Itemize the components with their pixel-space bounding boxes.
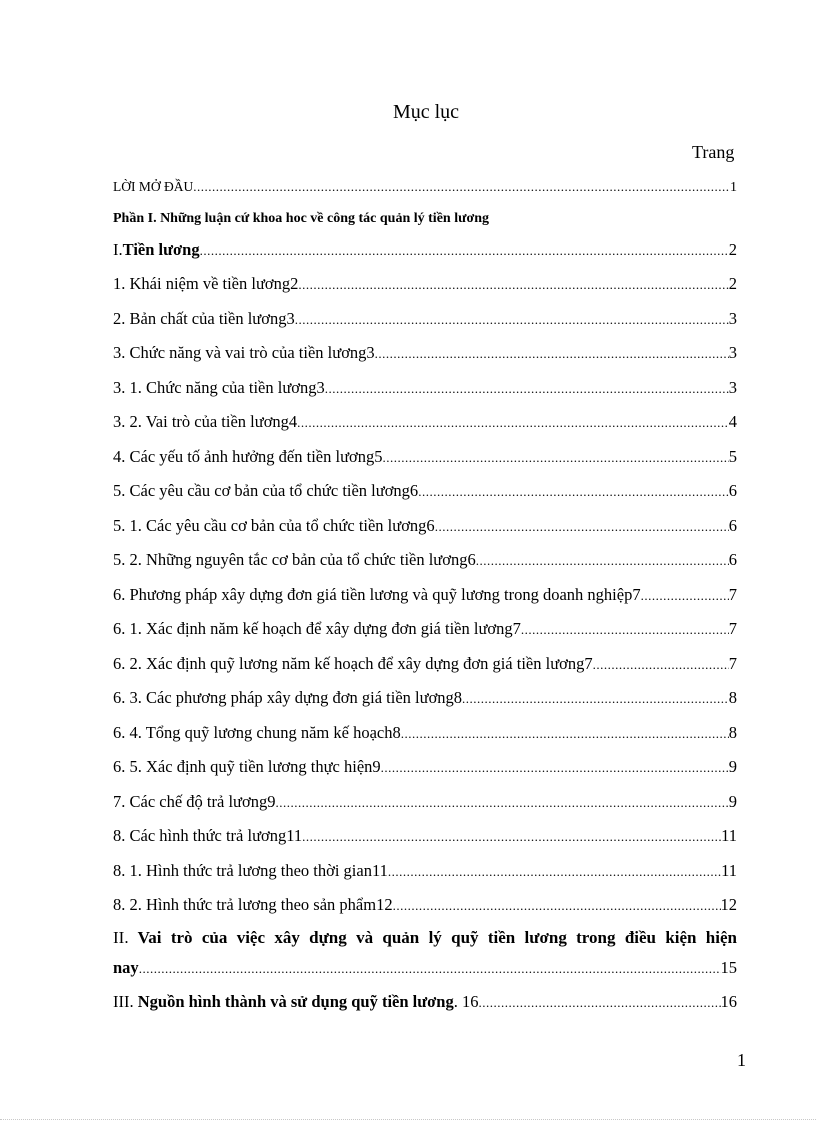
- dot-leader: [325, 378, 729, 399]
- toc-entry-page: 7: [728, 654, 737, 673]
- toc-entry-page: 3: [728, 309, 737, 328]
- toc-entry-page: 9: [728, 757, 737, 776]
- toc-entry-label: 3. 1. Chức năng của tiền lương3: [113, 378, 325, 397]
- toc-entry-prefix: II.: [113, 928, 129, 947]
- toc-entry[interactable]: [113, 273, 737, 295]
- toc-entry-label: 3. 2. Vai trò của tiền lương4: [113, 412, 298, 431]
- toc-entry-page: 7: [728, 585, 737, 604]
- dot-leader: [139, 958, 721, 979]
- toc-entry-prefix: I.: [113, 240, 123, 259]
- toc-entry-label: LỜI MỞ ĐẦU: [113, 179, 194, 194]
- dot-leader: [593, 654, 729, 675]
- toc-entry-label: 4. Các yếu tố ảnh hưởng đến tiền lương5: [113, 447, 383, 466]
- page-column-label: Trang: [692, 142, 735, 162]
- dot-leader: [435, 516, 729, 537]
- toc-entry-page: 3: [728, 378, 737, 397]
- toc-entry-page: 6: [728, 481, 737, 500]
- dot-leader: [383, 447, 729, 468]
- dot-leader: [418, 481, 729, 502]
- toc-entry[interactable]: [113, 446, 737, 468]
- toc-entry[interactable]: [113, 584, 737, 606]
- dot-leader: [462, 688, 729, 709]
- dot-leader: [200, 240, 729, 261]
- footer-page-number: 1: [737, 1050, 746, 1070]
- toc-entry[interactable]: [113, 653, 737, 675]
- dot-leader: [521, 619, 729, 640]
- toc-entry-page: 2: [728, 274, 737, 293]
- toc-entry[interactable]: [113, 515, 737, 537]
- dot-leader: [275, 792, 728, 813]
- toc-entry-label: 5. 1. Các yêu cầu cơ bản của tổ chức tiền lương6: [113, 516, 435, 535]
- toc-section-2-line2[interactable]: [113, 957, 737, 979]
- toc-entry-title: Tiền lương: [122, 240, 200, 259]
- toc-entry[interactable]: [113, 480, 737, 502]
- toc-entry-page: 4: [728, 412, 737, 431]
- dot-leader: [297, 412, 729, 433]
- toc-section-3[interactable]: [113, 991, 737, 1013]
- toc-entry-page: 2: [728, 240, 737, 259]
- toc-entry[interactable]: [113, 308, 737, 330]
- toc-entry-page: 8: [728, 688, 737, 707]
- toc-entry-label: 1. Khái niệm về tiền lương2: [113, 274, 299, 293]
- dot-leader: [393, 895, 721, 916]
- toc-entry[interactable]: [113, 722, 737, 744]
- toc-entry-title: Nguồn hình thành và sử dụng quỹ tiền lương: [137, 992, 454, 1011]
- toc-entry-page: 12: [720, 895, 737, 914]
- toc-entry[interactable]: [113, 411, 737, 433]
- toc-entry-suffix: . 16: [453, 992, 479, 1011]
- toc-entry[interactable]: [113, 860, 737, 882]
- toc-entry[interactable]: [113, 549, 737, 571]
- toc-entry-label: 5. 2. Những nguyên tắc cơ bản của tổ chức tiền lương6: [113, 550, 476, 569]
- toc-section-2-line1[interactable]: [113, 925, 737, 951]
- toc-entry-label: 2. Bản chất của tiền lương3: [113, 309, 295, 328]
- dot-leader: [388, 861, 721, 882]
- toc-entry[interactable]: [113, 377, 737, 399]
- toc-entry-label: 3. Chức năng và vai trò của tiền lương3: [113, 343, 375, 362]
- toc-entry-page: 6: [728, 516, 737, 535]
- toc-entry-label: 5. Các yêu cầu cơ bản của tổ chức tiền lương6: [113, 481, 419, 500]
- toc-entry-label: 6. 3. Các phương pháp xây dựng đơn giá tiền lương8: [113, 688, 463, 707]
- dot-leader: [478, 992, 720, 1013]
- toc-entry-page: 9: [728, 792, 737, 811]
- toc-entry[interactable]: [113, 687, 737, 709]
- toc-entry[interactable]: [113, 894, 737, 916]
- toc-entry-page: 5: [728, 447, 737, 466]
- toc-entry-page: 6: [728, 550, 737, 569]
- toc-entry[interactable]: [113, 176, 737, 198]
- toc-entry-label: 6. 4. Tổng quỹ lương chung năm kế hoạch8: [113, 723, 401, 742]
- toc-entry[interactable]: [113, 825, 737, 847]
- toc-entry-page: 11: [721, 826, 737, 845]
- toc-entry-prefix: III.: [113, 992, 134, 1011]
- toc-entry[interactable]: [113, 756, 737, 778]
- toc-entry-page: 16: [720, 992, 737, 1011]
- toc-entry-label: 7. Các chế độ trả lương9: [113, 792, 276, 811]
- toc-entry-label: nay: [113, 958, 139, 977]
- dot-leader: [295, 309, 729, 330]
- toc-entry[interactable]: [113, 618, 737, 640]
- toc-entry-label: 6. 2. Xác định quỹ lương năm kế hoạch để xây dựng đơn giá tiền lương7: [113, 654, 593, 673]
- toc-entry-page: 15: [720, 958, 737, 977]
- toc-entry-page: 11: [721, 861, 737, 880]
- toc-entry-label: 6. 1. Xác định năm kế hoạch để xây dựng đơn giá tiền lương7: [113, 619, 521, 638]
- toc-entry-label: 8. Các hình thức trả lương11: [113, 826, 303, 845]
- toc-entry-label: 8. 2. Hình thức trả lương theo sản phẩm12: [113, 895, 393, 914]
- toc-entry-page: 8: [728, 723, 737, 742]
- page-edge-divider: [0, 1119, 816, 1120]
- toc-entry-label: 6. Phương pháp xây dựng đơn giá tiền lương và quỹ lương trong doanh nghiệp7: [113, 585, 641, 604]
- toc-entry-title: Vai trò của việc xây dựng và quản lý quỹ tiền lương trong điều kiện hiện: [137, 928, 737, 947]
- toc-entry[interactable]: [113, 239, 737, 261]
- toc-entry-label: 6. 5. Xác định quỹ tiền lương thực hiện9: [113, 757, 381, 776]
- toc-entry-label: Phần I. Những luận cứ khoa hoc về công tác quản lý tiền lương: [113, 211, 490, 226]
- dot-leader: [302, 826, 721, 847]
- dot-leader: [193, 176, 730, 198]
- dot-leader: [401, 723, 729, 744]
- toc-entry-label: [113, 239, 200, 261]
- page-title: Mục lục: [392, 101, 460, 123]
- toc-entry-page: 3: [728, 343, 737, 362]
- dot-leader: [375, 343, 729, 364]
- toc-entry-label: [113, 991, 478, 1013]
- toc-entry-label: 8. 1. Hình thức trả lương theo thời gian11: [113, 861, 388, 880]
- dot-leader: [298, 274, 728, 295]
- toc-entry-page: 1: [730, 180, 737, 195]
- dot-leader: [381, 757, 729, 778]
- toc-entry[interactable]: [113, 791, 737, 813]
- toc-entry[interactable]: [113, 342, 737, 364]
- dot-leader: [641, 585, 729, 606]
- toc-entry-page: 7: [728, 619, 737, 638]
- dot-leader: [476, 550, 729, 571]
- toc-part-heading: [113, 208, 737, 230]
